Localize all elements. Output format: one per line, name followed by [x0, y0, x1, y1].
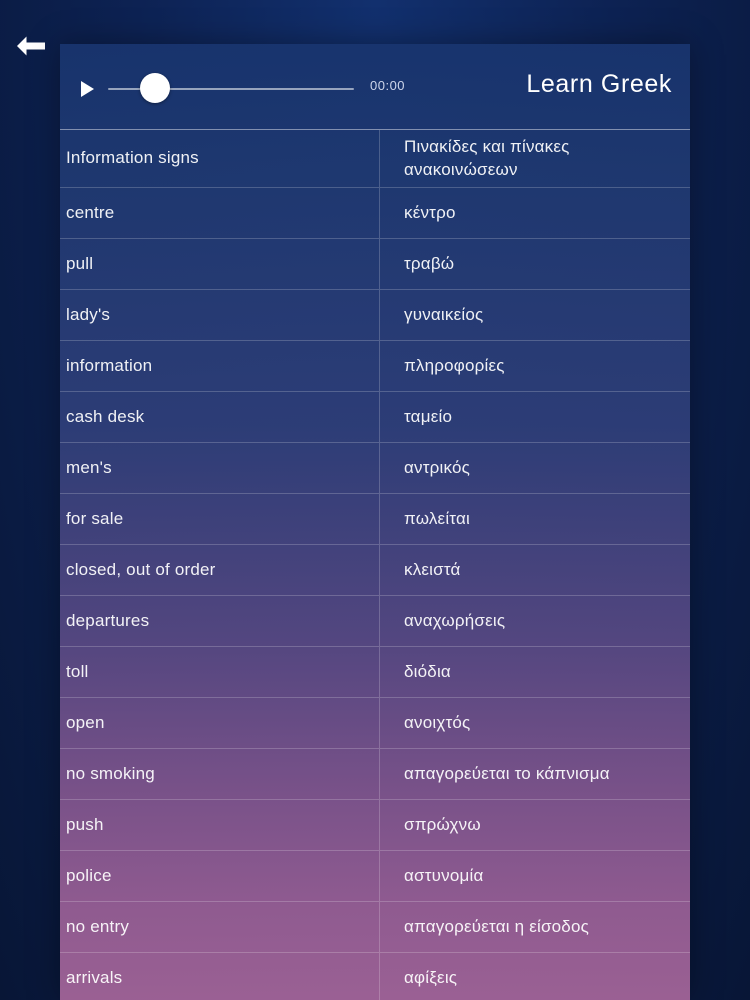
- play-button[interactable]: [72, 76, 102, 102]
- term-greek: απαγορεύεται η είσοδος: [404, 916, 590, 936]
- content-panel: [60, 44, 690, 1000]
- table-row[interactable]: [60, 800, 690, 851]
- table-row[interactable]: [60, 188, 690, 239]
- back-button[interactable]: [8, 24, 54, 68]
- table-row[interactable]: [60, 698, 690, 749]
- term-greek: κέντρο: [404, 202, 456, 222]
- table-row[interactable]: [60, 239, 690, 290]
- play-icon: [81, 81, 94, 97]
- slider-thumb[interactable]: [140, 73, 170, 103]
- term-greek: αντρικός: [404, 457, 471, 477]
- arrow-left-icon: [15, 35, 47, 57]
- table-row[interactable]: [60, 647, 690, 698]
- term-english: men's: [60, 443, 380, 493]
- term-english: no entry: [60, 902, 380, 952]
- table-row[interactable]: [60, 851, 690, 902]
- elapsed-time: 00:00: [370, 78, 406, 93]
- table-row[interactable]: [60, 290, 690, 341]
- page-title: Learn Greek: [526, 70, 672, 98]
- term-english: arrivals: [60, 953, 380, 1000]
- term-greek: διόδια: [404, 661, 451, 681]
- term-english: pull: [60, 239, 380, 289]
- table-row[interactable]: [60, 494, 690, 545]
- table-row[interactable]: [60, 902, 690, 953]
- vocabulary-list: [60, 130, 690, 1000]
- term-greek: Πινακίδες και πίνακες ανακοινώσεων: [404, 136, 570, 179]
- term-english: no smoking: [60, 749, 380, 799]
- term-greek: γυναικείος: [404, 304, 484, 324]
- table-row[interactable]: [60, 443, 690, 494]
- term-english: information: [60, 341, 380, 391]
- term-english: departures: [60, 596, 380, 646]
- term-greek: πληροφορίες: [404, 355, 505, 375]
- term-greek: ταμείο: [404, 406, 453, 426]
- term-greek: πωλείται: [404, 508, 470, 528]
- term-english: police: [60, 851, 380, 901]
- table-row[interactable]: [60, 392, 690, 443]
- term-greek: τραβώ: [404, 253, 455, 273]
- term-english: push: [60, 800, 380, 850]
- term-greek: αφίξεις: [404, 967, 458, 987]
- term-english: Information signs: [60, 130, 380, 187]
- table-row[interactable]: [60, 341, 690, 392]
- term-english: centre: [60, 188, 380, 238]
- term-english: closed, out of order: [60, 545, 380, 595]
- term-greek: αναχωρήσεις: [404, 610, 506, 630]
- term-english: lady's: [60, 290, 380, 340]
- term-greek: αστυνομία: [404, 865, 484, 885]
- term-english: toll: [60, 647, 380, 697]
- table-row[interactable]: [60, 130, 690, 188]
- term-english: for sale: [60, 494, 380, 544]
- table-row[interactable]: [60, 596, 690, 647]
- term-greek: σπρώχνω: [404, 814, 481, 834]
- audio-progress-slider[interactable]: [108, 87, 354, 91]
- table-row[interactable]: [60, 545, 690, 596]
- term-english: open: [60, 698, 380, 748]
- term-english: cash desk: [60, 392, 380, 442]
- term-greek: κλειστά: [404, 559, 461, 579]
- term-greek: απαγορεύεται το κάπνισμα: [404, 763, 610, 783]
- player-header: [60, 44, 690, 130]
- table-row[interactable]: [60, 953, 690, 1000]
- term-greek: ανοιχτός: [404, 712, 471, 732]
- table-row[interactable]: [60, 749, 690, 800]
